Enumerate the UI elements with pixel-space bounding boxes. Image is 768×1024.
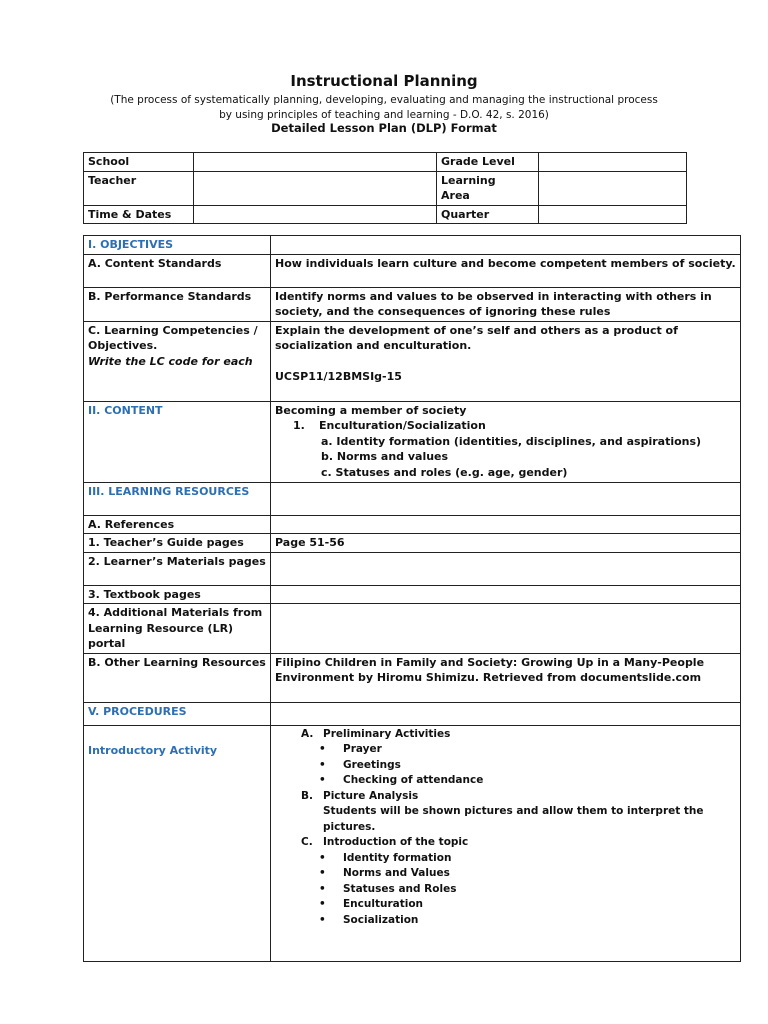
performance-standards-label: B. Performance Standards: [84, 287, 271, 321]
procedure-c: [275, 835, 736, 851]
procedure-b-letter: B.: [301, 789, 313, 802]
lc-code: UCSP11/12BMSIg-15: [275, 369, 402, 383]
procedure-a-bullet-item: • Greetings: [275, 758, 736, 774]
procedure-b-title: Picture Analysis: [323, 789, 419, 802]
learning-area-value: [539, 171, 687, 205]
additional-materials-value: [271, 604, 741, 654]
objectives-heading: I. OBJECTIVES: [84, 236, 271, 255]
content-number: 1.: [293, 419, 305, 432]
learners-materials-label: 2. Learner’s Materials pages: [84, 552, 271, 585]
quarter-value: [539, 205, 687, 224]
content-title: Becoming a member of society: [275, 403, 467, 417]
references-value: [271, 515, 741, 534]
procedure-a-bullet-item: • Prayer: [275, 742, 736, 758]
page-title: Instructional Planning: [290, 72, 478, 90]
procedure-c-bullet-item: • Identity formation: [275, 851, 736, 867]
time-dates-value: [194, 205, 437, 224]
procedure-a: [275, 727, 736, 743]
other-resources-value: Filipino Children in Family and Society: Growing Up in a Many-People Environment by Hiromu Shimizu. Retrieved from documentslide.com: [271, 653, 741, 702]
textbook-label: 3. Textbook pages: [84, 585, 271, 604]
teachers-guide-label: 1. Teacher’s Guide pages: [84, 534, 271, 553]
introductory-activity-cell: [84, 725, 271, 961]
resources-heading: III. LEARNING RESOURCES: [84, 482, 271, 515]
procedure-c-title: Introduction of the topic: [323, 836, 469, 848]
procedure-c-bullet-item: • Norms and Values: [275, 866, 736, 882]
learning-area-label-1: Learning: [441, 173, 496, 187]
competencies-note: Write the LC code for each: [88, 354, 253, 368]
additional-materials-label: 4. Additional Materials from Learning Resource (LR) portal: [84, 604, 271, 654]
competencies-value-cell: [271, 321, 741, 401]
other-resources-label: B. Other Learning Resources: [84, 653, 271, 702]
procedure-b-text: Students will be shown pictures and allow them to interpret the pictures.: [323, 805, 704, 833]
resources-value: [271, 482, 741, 515]
competencies-cell: [84, 321, 271, 401]
school-value: [194, 153, 437, 172]
content-topic-line: [275, 418, 736, 434]
teacher-label: Teacher: [84, 171, 194, 205]
subtitle-line-1: (The process of systematically planning, developing, evaluating and managing the instructional process: [110, 94, 658, 106]
competencies-value: Explain the development of one’s self and others as a product of socialization and enculturation.: [275, 323, 678, 352]
procedures-heading: V. PROCEDURES: [84, 702, 271, 725]
content-item-c: c. Statuses and roles (e.g. age, gender): [321, 465, 568, 479]
procedure-c-items: [275, 851, 736, 929]
procedure-a-items: [275, 742, 736, 789]
subtitle: [60, 93, 708, 123]
competencies-label: C. Learning Competencies / Objectives.: [88, 323, 258, 352]
learners-materials-value: [271, 552, 741, 585]
content-cell: [271, 401, 741, 482]
content-standards-value: How individuals learn culture and become competent members of society.: [271, 254, 741, 287]
procedure-b: [275, 789, 736, 805]
content-standards-label: A. Content Standards: [84, 254, 271, 287]
info-table: [83, 152, 687, 224]
procedure-a-letter: A.: [301, 727, 314, 740]
procedure-c-bullet-item: • Socialization: [275, 913, 736, 929]
procedure-c-bullet-item: • Enculturation: [275, 897, 736, 913]
school-label: School: [84, 153, 194, 172]
procedure-a-title: Preliminary Activities: [323, 727, 451, 740]
procedure-c-letter: C.: [301, 836, 313, 848]
grade-level-value: [539, 153, 687, 172]
performance-standards-value: Identify norms and values to be observed in interacting with others in society, and the consequences of ignoring these rules: [271, 287, 741, 321]
content-heading: II. CONTENT: [84, 401, 271, 482]
learning-area-label-2: Area: [441, 189, 470, 202]
lesson-plan-table: [83, 235, 741, 962]
introductory-activity-label: Introductory Activity: [88, 743, 218, 757]
procedure-cell: [271, 725, 741, 961]
teachers-guide-value: Page 51-56: [271, 534, 741, 553]
references-label: A. References: [84, 515, 271, 534]
time-dates-label: Time & Dates: [84, 205, 194, 224]
learning-area-label: [437, 171, 539, 205]
teacher-value: [194, 171, 437, 205]
objectives-value: [271, 236, 741, 255]
quarter-label: Quarter: [437, 205, 539, 224]
procedure-c-bullet-item: • Statuses and Roles: [275, 882, 736, 898]
content-item-b: b. Norms and values: [321, 450, 449, 463]
subtitle-line-2: by using principles of teaching and learning - D.O. 42, s. 2016): [219, 109, 549, 121]
textbook-value: [271, 585, 741, 604]
grade-level-label: Grade Level: [437, 153, 539, 172]
content-item-a: a. Identity formation (identities, disciplines, and aspirations): [321, 434, 702, 448]
procedures-value: [271, 702, 741, 725]
procedure-a-bullet-item: • Checking of attendance: [275, 773, 736, 789]
format-title: Detailed Lesson Plan (DLP) Format: [271, 121, 497, 135]
content-topic: Enculturation/Socialization: [319, 419, 486, 432]
